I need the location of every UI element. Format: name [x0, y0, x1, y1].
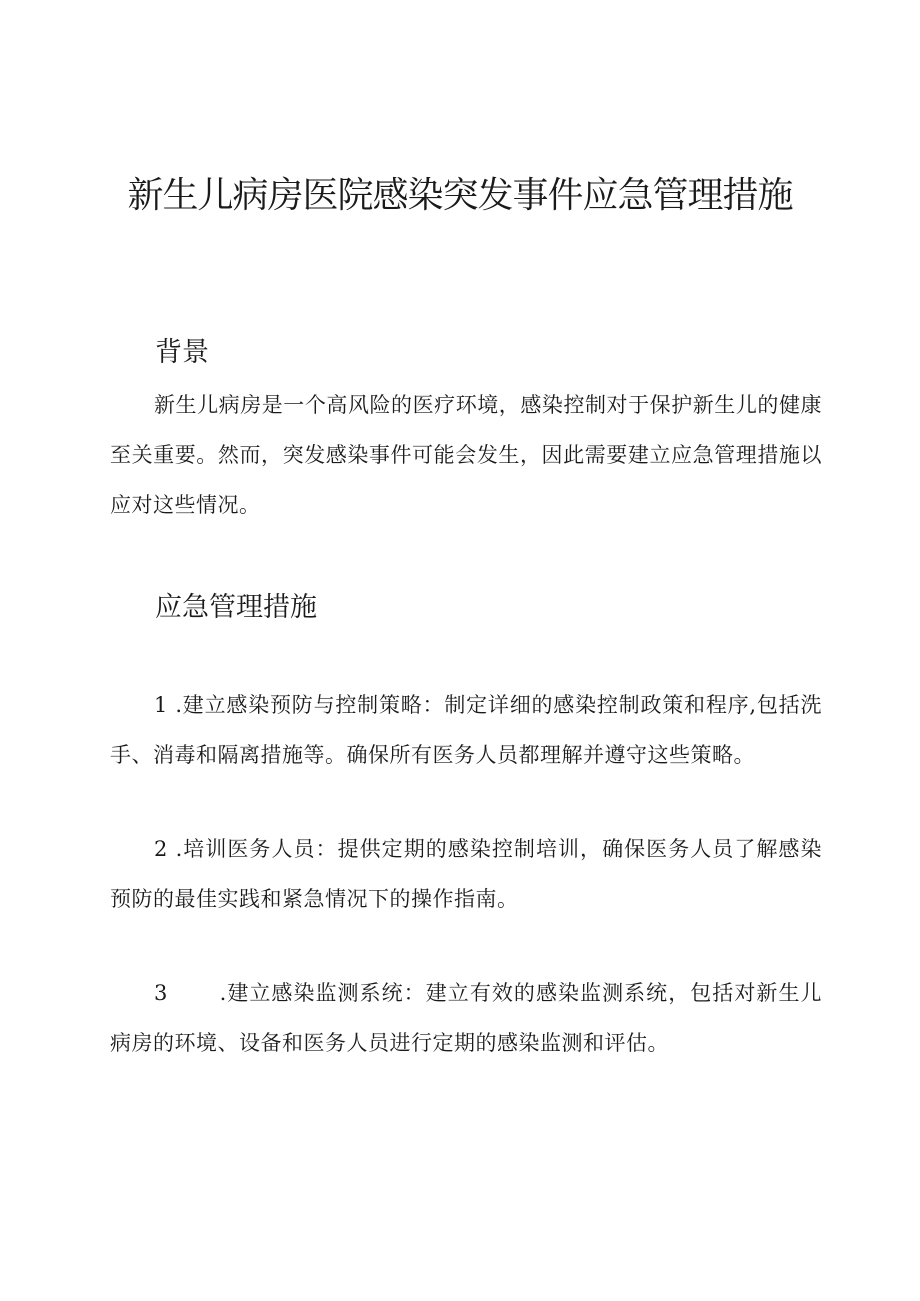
measure-item [110, 680, 822, 780]
background-paragraph: 新生儿病房是一个高风险的医疗环境，感染控制对于保护新生儿的健康至关重要。然而，突发感染事件可能会发生，因此需要建立应急管理措施以应对这些情况。 [110, 393, 822, 517]
measure-item [110, 968, 822, 1068]
item-text: .培训医务人员：提供定期的感染控制培训，确保医务人员了解感染预防的最佳实践和紧急情况下的操作指南。 [110, 837, 822, 911]
section-heading-background: 背景 [155, 337, 209, 368]
item-number: 2 [154, 837, 168, 861]
item-text: .建立感染预防与控制策略：制定详细的感染控制政策和程序,包括洗手、消毒和隔离措施等。确保所有医务人员都理解并遵守这些策略。 [110, 693, 822, 767]
item-number: 3 [154, 981, 168, 1005]
item-text: .建立感染监测系统：建立有效的感染监测系统，包括对新生儿病房的环境、设备和医务人员进行定期的感染监测和评估。 [110, 981, 822, 1055]
item-number: 1 [154, 693, 168, 717]
measure-item [110, 824, 822, 924]
section-heading-measures: 应急管理措施 [155, 592, 317, 623]
document-title: 新生儿病房医院感染突发事件应急管理措施 [127, 175, 793, 216]
